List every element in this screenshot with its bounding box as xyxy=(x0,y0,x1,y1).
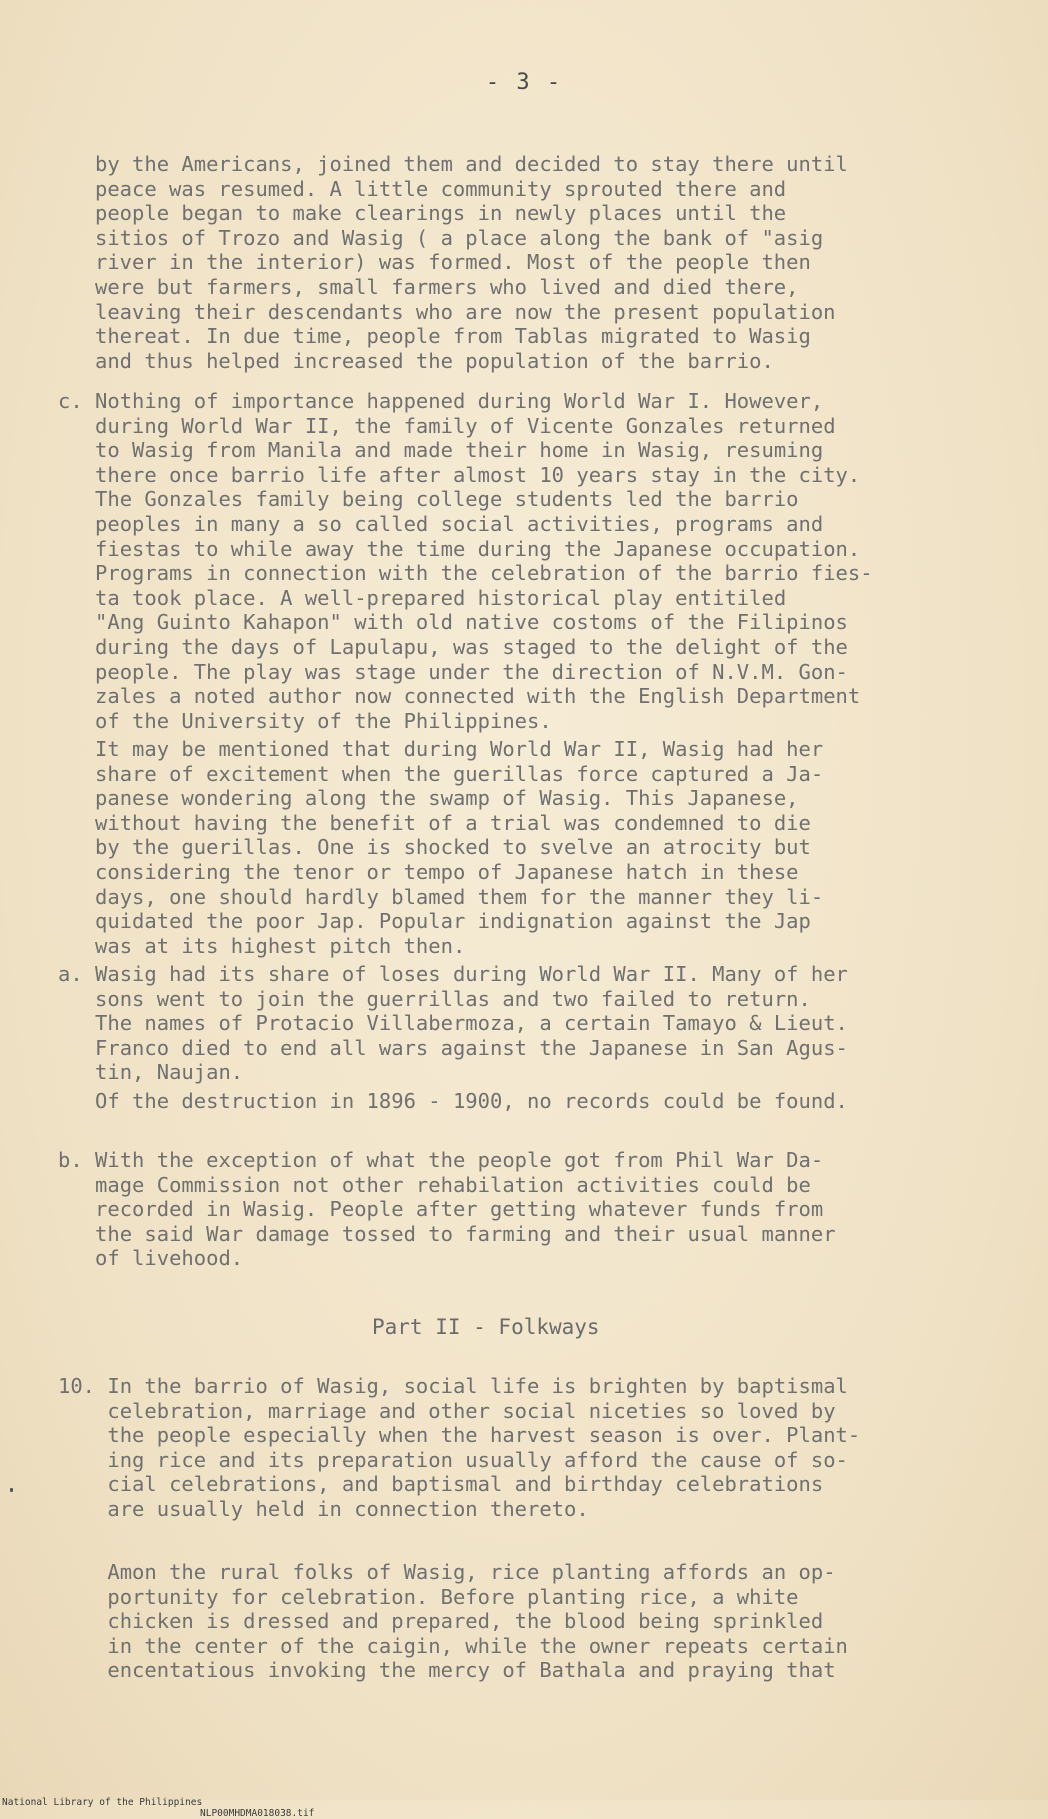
text-line: to Wasig from Manila and made their home in Wasig, resuming xyxy=(58,438,824,463)
text-line: Franco died to end all wars against the Japanese in San Agus- xyxy=(58,1035,848,1060)
text-line: encentatious invoking the mercy of Bathala and praying that xyxy=(58,1658,836,1683)
margin-mark xyxy=(10,1488,13,1492)
text-line: and thus helped increased the population of the barrio. xyxy=(95,348,774,373)
text-line: share of excitement when the guerillas force captured a Ja- xyxy=(58,761,824,786)
text-line: a. Wasig had its share of loses during World War II. Many of her xyxy=(58,962,848,986)
text-line: was at its highest pitch then. xyxy=(58,933,466,958)
text-line: celebration, marriage and other social niceties so loved by xyxy=(58,1398,836,1423)
text-line: river in the interior) was formed. Most of the people then xyxy=(95,250,811,275)
text-line: mage Commission not other rehabilation activities could be xyxy=(58,1172,811,1197)
text-line: during World War II, the family of Vicente Gonzales returned xyxy=(58,413,836,438)
text-line: thereat. In due time, people from Tablas migrated to Wasig xyxy=(95,324,811,349)
text-line: sons went to join the guerrillas and two failed to return. xyxy=(58,986,811,1011)
text-line: the said War damage tossed to farming and their usual manner xyxy=(58,1221,836,1246)
text-line: "Ang Guinto Kahapon" with old native costoms of the Filipinos xyxy=(58,610,848,635)
text-line: cial celebrations, and baptismal and birthday celebrations xyxy=(58,1472,824,1497)
text-line: peoples in many a so called social activities, programs and xyxy=(58,511,824,536)
text-line: ing rice and its preparation usually afford the cause of so- xyxy=(58,1447,848,1472)
text-line: b. With the exception of what the people got from Phil War Da- xyxy=(58,1148,824,1172)
text-line: considering the tenor or tempo of Japanese hatch in these xyxy=(58,859,799,884)
paragraph-social-life xyxy=(58,1374,860,1522)
text-line: quidated the poor Jap. Popular indignation against the Jap xyxy=(58,909,811,934)
text-line: c. Nothing of importance happened during World War I. However, xyxy=(58,389,824,413)
section-heading: Part II - Folkways xyxy=(372,1315,600,1339)
page-number: - 3 - xyxy=(485,70,563,95)
text-line: by the guerillas. One is shocked to svelve an atrocity but xyxy=(58,835,811,860)
text-line: of the University of the Philippines. xyxy=(58,708,552,733)
text-line: tin, Naujan. xyxy=(58,1060,244,1085)
text-line: of livehood. xyxy=(58,1246,244,1271)
text-line: during the days of Lapulapu, was staged to the delight of the xyxy=(58,634,848,659)
paragraph-rehabilitation xyxy=(58,1148,836,1271)
text-line: The names of Protacio Villabermoza, a certain Tamayo & Lieut. xyxy=(58,1011,848,1036)
scan-footer xyxy=(0,1786,1048,1819)
text-line: Programs in connection with the celebration of the barrio fies- xyxy=(58,561,873,586)
text-line: panese wondering along the swamp of Wasig. This Japanese, xyxy=(58,786,799,811)
paragraph-losses xyxy=(58,962,848,1085)
text-line: 10. In the barrio of Wasig, social life is brighten by baptismal xyxy=(58,1374,848,1398)
text-line: peace was resumed. A little community sprouted there and xyxy=(95,176,787,201)
text-line: were but farmers, small farmers who lived and died there, xyxy=(95,274,799,299)
text-line: people. The play was stage under the direction of N.V.M. Gon- xyxy=(58,659,848,684)
text-line: there once barrio life after almost 10 years stay in the city. xyxy=(58,462,861,487)
text-line: The Gonzales family being college students led the barrio xyxy=(58,487,799,512)
text-line: the people especially when the harvest season is over. Plant- xyxy=(58,1423,861,1448)
paragraph-rice-planting xyxy=(58,1560,848,1683)
text-line: by the Americans, joined them and decided to stay there until xyxy=(95,152,848,176)
text-line: Of the destruction in 1896 - 1900, no records could be found. xyxy=(58,1089,848,1113)
text-line: leaving their descendants who are now the present population xyxy=(95,299,836,324)
text-line: portunity for celebration. Before planting rice, a white xyxy=(58,1584,799,1609)
text-line: sitios of Trozo and Wasig ( a place along the bank of "asig xyxy=(95,225,824,250)
text-line: fiestas to while away the time during the Japanese occupation. xyxy=(58,536,861,561)
text-line: people began to make clearings in newly places until the xyxy=(95,201,787,226)
text-line: days, one should hardly blamed them for the manner they li- xyxy=(58,884,824,909)
paragraph-origins xyxy=(95,152,848,373)
text-line: recorded in Wasig. People after getting whatever funds from xyxy=(58,1197,824,1222)
text-line: zales a noted author now connected with the English Department xyxy=(58,684,861,709)
footer-library: National Library of the Philippines xyxy=(2,1797,203,1808)
paragraph-destruction xyxy=(58,1089,848,1114)
paragraph-guerillas xyxy=(58,737,823,958)
footer-filename: NLP00MHDMA018038.tif xyxy=(200,1808,315,1819)
text-line: in the center of the caigin, while the owner repeats certain xyxy=(58,1633,848,1658)
text-line: are usually held in connection thereto. xyxy=(58,1496,589,1521)
text-line: without having the benefit of a trial was condemned to die xyxy=(58,810,811,835)
text-line: It may be mentioned that during World War II, Wasig had her xyxy=(58,737,824,761)
text-line: ta took place. A well-prepared historical play entitiled xyxy=(58,585,787,610)
text-line: Amon the rural folks of Wasig, rice planting affords an op- xyxy=(58,1560,836,1584)
paragraph-world-wars xyxy=(58,389,873,733)
text-line: chicken is dressed and prepared, the blood being sprinkled xyxy=(58,1609,824,1634)
